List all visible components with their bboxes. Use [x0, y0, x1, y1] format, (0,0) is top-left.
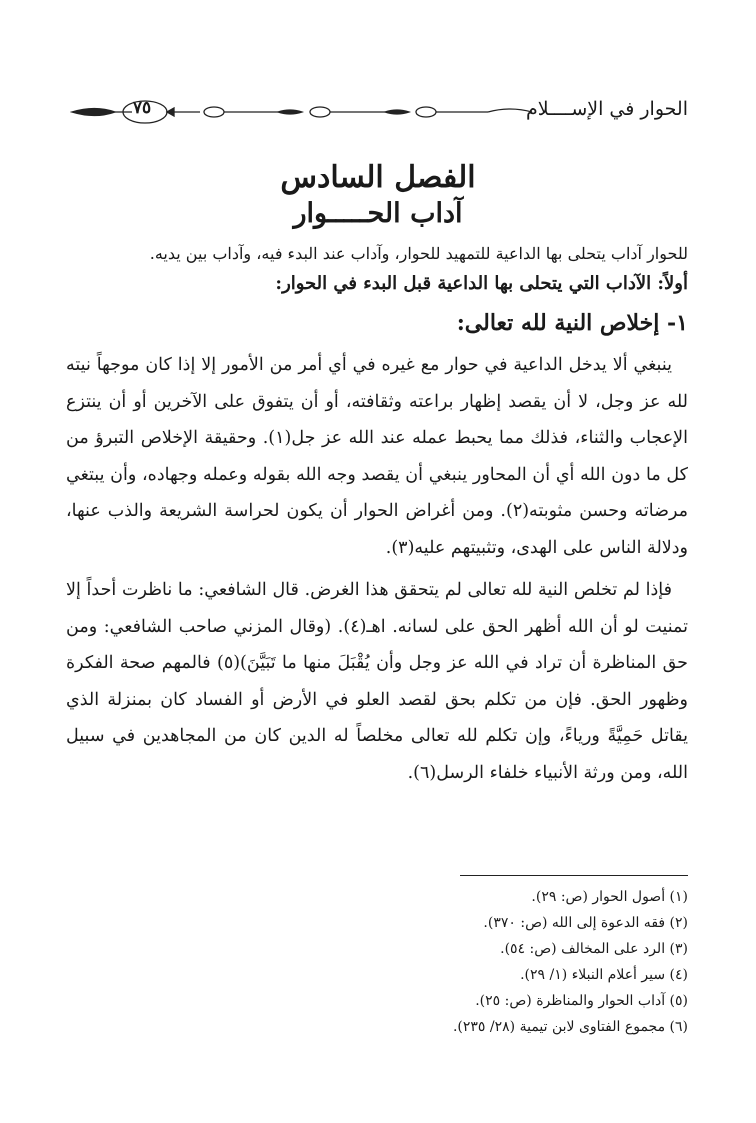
- intro-paragraph: للحوار آداب يتحلى بها الداعية للتمهيد للحوار، وآداب عند البدء فيه، وآداب بين يديه.: [149, 244, 688, 263]
- subsection-heading: ١- إخلاص النية لله تعالى:: [456, 310, 688, 336]
- section-heading: أولاً: الآداب التي يتحلى بها الداعية قبل البدء في الحوار:: [275, 273, 688, 294]
- footnote: (٥) آداب الحوار والمناظرة (ص: ٢٥).: [475, 993, 688, 1009]
- footnote: (٤) سير أعلام النبلاء (١/ ٢٩).: [520, 967, 688, 983]
- body-text: [66, 240, 688, 791]
- footnotes: [288, 884, 688, 1040]
- footnote: (٢) فقه الدعوة إلى الله (ص: ٣٧٠).: [483, 915, 688, 931]
- book-title: الحوار في الإســــلام: [525, 98, 688, 120]
- footnote: (١) أصول الحوار (ص: ٢٩).: [531, 889, 688, 905]
- footnote: (٦) مجموع الفتاوى لابن تيمية (٢٨/ ٢٣٥).: [452, 1019, 688, 1035]
- running-header: [70, 94, 688, 134]
- paragraph: ينبغي ألا يدخل الداعية في حوار مع غيره في أي أمر من الأمور إلا إذا كان موجهاً نيته لله عز وجل، لا أن يقصد إظهار براعته وثقافته، أو أن يتفوق على الآخرين أو أن ينتزع الإعجاب والثناء، فذلك مما يحبط عمله عند الله عز جل(١). وحقيقة الإخلاص التبرؤ من كل ما دون الله أي أن المحاور ينبغي أن يقصد وجه الله بقوله وعمله وجهاده، وأن يبتغي مرضاته وحسن مثوبته(٢). ومن أغراض الحوار أن يكون لحراسة الشريعة والذب عنها، ودلالة الناس على الهدى، وتثبيتهم عليه(٣).: [66, 355, 689, 558]
- chapter-subtitle: آداب الحـــــوار: [293, 198, 463, 229]
- chapter-title: الفصل السادس: [280, 160, 476, 195]
- paragraph: فإذا لم تخلص النية لله تعالى لم يتحقق هذا الغرض. قال الشافعي: ما ناظرت أحداً إلا تمنيت لو أن الله أظهر الحق على لسانه. اهـ(٤). (وقال المزني صاحب الشافعي: ومن حق المناظرة أن تراد في الله عز وجل وأن يُقْبَلَ منها ما تَبَيَّنَ)(٥) فالمهم صحة الفكرة وظهور الحق. فإن من تكلم بحق لقصد العلو في الأرض أو الفساد كان بمنزلة الذي يقاتل حَمِيَّةً ورياءً، وإن تكلم لله تعالى مخلصاً له الدين كان من المجاهدين في سبيل الله، ومن ورثة الأنبياء خلفاء الرسل(٦).: [66, 580, 688, 783]
- footnote: (٣) الرد على المخالف (ص: ٥٤).: [500, 941, 688, 957]
- footnote-separator: [460, 875, 688, 876]
- page-number: ٧٥: [132, 98, 152, 118]
